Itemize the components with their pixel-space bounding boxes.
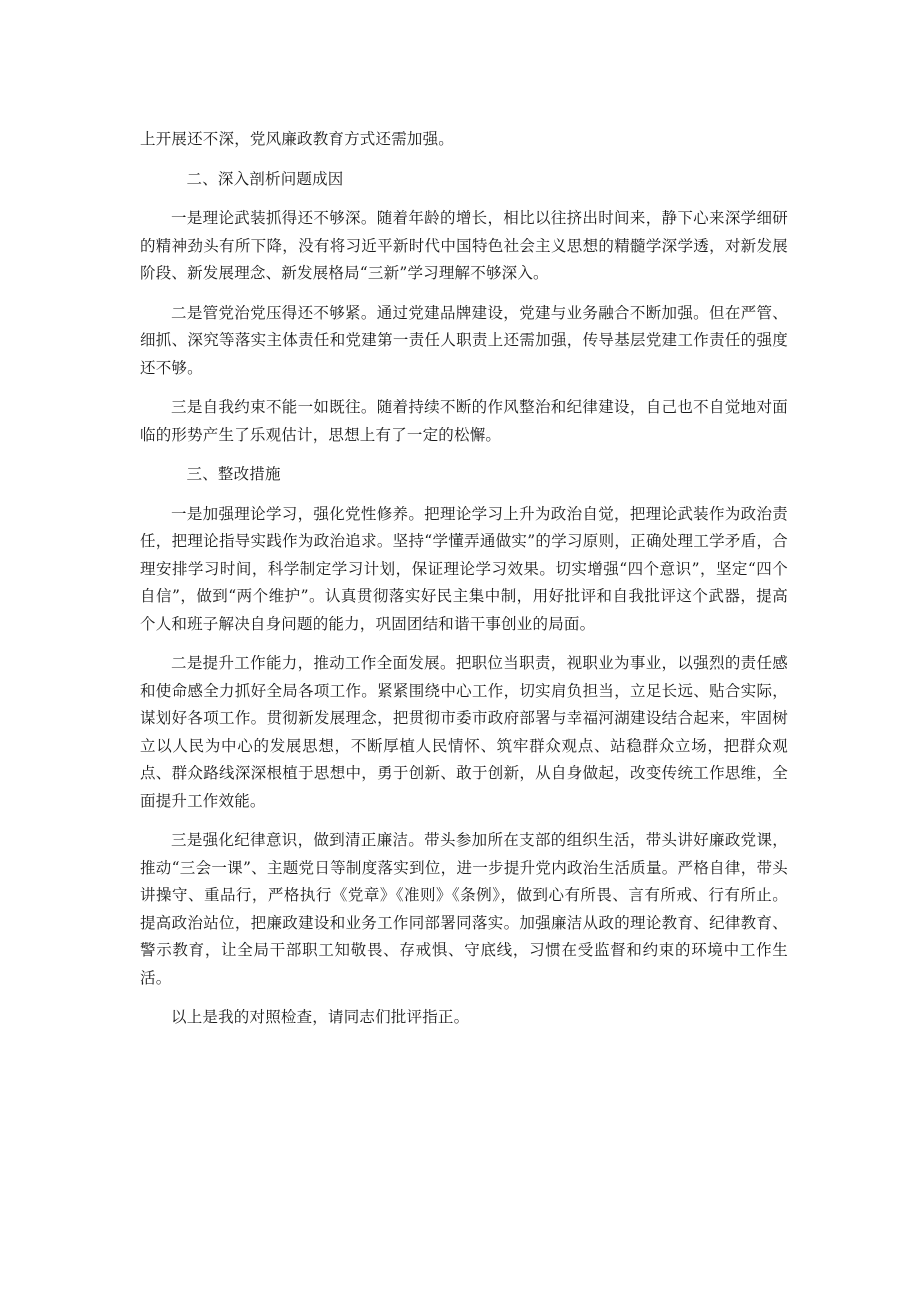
paragraph-theory-armament: 一是理论武装抓得还不够深。随着年龄的增长，相比以往挤出时间来，静下心来深学细研的精神劲头有所下降，没有将习近平新时代中国特色社会主义思想的精髓学深学透，对新发展阶段、新发展理念、新发展格局“三新”学习理解不够深入。 — [140, 209, 788, 282]
paragraph-self-restraint: 三是自我约束不能一如既往。随着持续不断的作风整治和纪律建设，自己也不自觉地对面临的形势产生了乐观估计，思想上有了一定的松懈。 — [140, 398, 788, 444]
section-heading-analysis: 二、深入剖析问题成因 — [186, 169, 344, 188]
paragraph-party-management: 二是管党治党压得还不够紧。通过党建品牌建设，党建与业务融合不断加强。但在严管、细抓、深究等落实主体责任和党建第一责任人职责上还需加强，传导基层党建工作责任的强度还不够。 — [140, 303, 788, 377]
section-heading-rectification: 三、整改措施 — [186, 465, 281, 483]
paragraph-closing: 以上是我的对照检查，请同志们批评指正。 — [171, 1008, 470, 1026]
paragraph-discipline: 三是强化纪律意识，做到清正廉洁。带头参加所在支部的组织生活，带头讲好廉政党课，推动“三会一课”、主题党日等制度落实到位，进一步提升党内政治生活质量。严格自律，带头讲操守、重品行，严格执行《党章》《准则》《条例》，做到心有所畏、言有所戒、行有所止。提高政治站位，把廉政建设和业务工作同部署同落实。加强廉洁从政的理论教育、纪律教育、警示教育，让全局干部职工知敬畏、存戒惧、守底线，习惯在受监督和约束的环境中工作生活。 — [140, 831, 788, 987]
document-body — [140, 126, 788, 1044]
paragraph-theory-study: 一是加强理论学习，强化党性修养。把理论学习上升为政治自觉，把理论武装作为政治责任，把理论指导实践作为政治追求。坚持“学懂弄通做实”的学习原则，正确处理工学矛盾，合理安排学习时间，科学制定学习计划，保证理论学习效果。切实增强“四个意识”，坚定“四个自信”，做到“两个维护”。认真贯彻落实好民主集中制，用好批评和自我批评这个武器，提高个人和班子解决自身问题的能力，巩固团结和谐干事创业的局面。 — [140, 504, 788, 633]
paragraph-work-capability: 二是提升工作能力，推动工作全面发展。把职位当职责，视职业为事业，以强烈的责任感和使命感全力抓好全局各项工作。紧紧围绕中心工作，切实肩负担当，立足长远、贴合实际，谋划好各项工作。贯彻新发展理念，把贯彻市委市政府部署与幸福河湖建设结合起来，牢固树立以人民为中心的发展思想，不断厚植人民情怀、筑牢群众观点、站稳群众立场，把群众观点、群众路线深深根植于思想中，勇于创新、敢于创新，从自身做起，改变传统工作思维，全面提升工作效能。 — [140, 654, 788, 810]
paragraph-continuation: 上开展还不深，党风廉政教育方式还需加强。 — [140, 130, 455, 148]
